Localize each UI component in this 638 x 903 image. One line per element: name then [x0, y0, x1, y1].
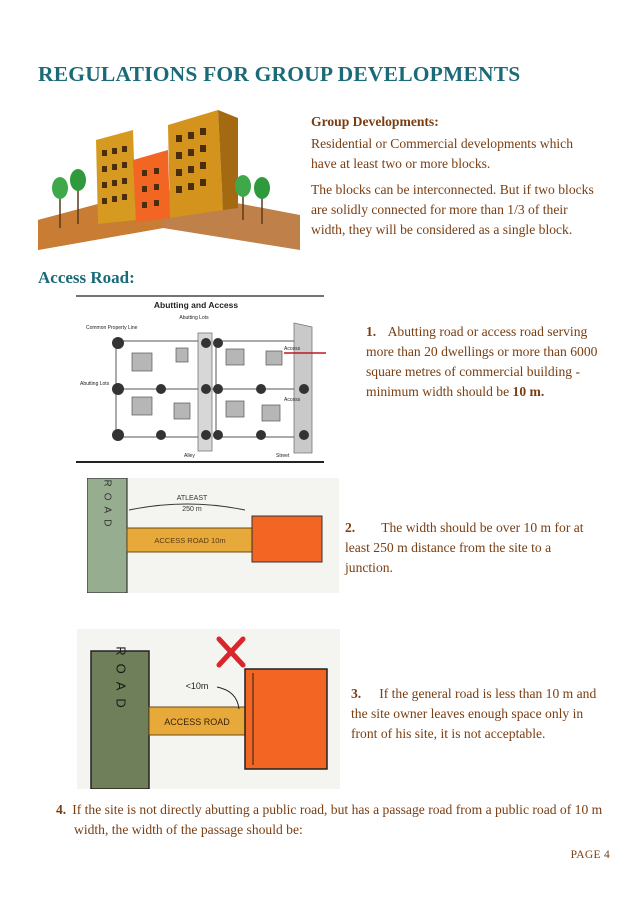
- road-label: ROAD: [101, 479, 113, 533]
- rule-text: If the site is not directly abutting a public road, but has a passage road from a public road of 10 m width, the width of the passage should be:: [72, 802, 603, 837]
- street-label: Street: [276, 453, 290, 459]
- abutting-lots-top-label: Abutting Lots: [179, 315, 209, 321]
- buildings-illustration: [38, 100, 300, 255]
- rule-text: If the general road is less than 10 m and the site owner leaves enough space only in front of his site, it is not acceptable.: [351, 686, 597, 741]
- rule-text: The width should be over 10 m for at least 250 m distance from the site to a junction.: [345, 520, 584, 575]
- abutting-lots-left-label: Abutting Lots: [80, 381, 110, 387]
- abutting-access-diagram: [76, 293, 326, 465]
- rule-item-2: [345, 518, 590, 578]
- common-property-line-label: Common Property Line: [86, 325, 138, 331]
- diagram-title: Abutting and Access: [153, 300, 239, 310]
- access-road-label: ACCESS ROAD: [164, 717, 230, 727]
- rule-item-3: [351, 684, 601, 744]
- group-developments-heading: Group Developments:: [311, 114, 439, 129]
- atleast-label: ATLEAST: [176, 495, 208, 502]
- less-than-label: <10m: [185, 681, 209, 691]
- access-road-250m-sketch: [87, 478, 339, 593]
- access-label-1: Access: [284, 346, 301, 352]
- group-developments-definition: Residential or Commercial developments which have at least two or more blocks.: [311, 136, 573, 171]
- rule-number: 4.: [56, 802, 67, 817]
- group-developments-note: The blocks can be interconnected. But if two blocks are solidly connected for more than 1/3 of their width, they will be considered as a single block.: [311, 182, 594, 237]
- rule-number: 2.: [345, 520, 356, 535]
- rule-number: 1.: [366, 324, 377, 339]
- rule-number: 3.: [351, 686, 362, 701]
- page-number: PAGE 4: [570, 849, 610, 861]
- access-label-2: Access: [284, 397, 301, 403]
- rule-item-4: [56, 800, 614, 840]
- rule-text: Abutting road or access road serving more than 20 dwellings or more than 6000 square metres of commercial building - minimum width should be: [366, 324, 598, 399]
- rule-item-1: [366, 322, 598, 402]
- distance-label: 250 m: [182, 506, 202, 513]
- access-road-label: ACCESS ROAD 10m: [154, 536, 226, 545]
- road-label: ROAD: [113, 646, 129, 716]
- unacceptable-road-sketch: [77, 629, 340, 789]
- page-title: REGULATIONS FOR GROUP DEVELOPMENTS: [38, 62, 521, 86]
- alley-label: Alley: [184, 453, 195, 459]
- access-road-heading: Access Road:: [38, 268, 135, 287]
- rule-emphasis: 10 m.: [512, 384, 545, 399]
